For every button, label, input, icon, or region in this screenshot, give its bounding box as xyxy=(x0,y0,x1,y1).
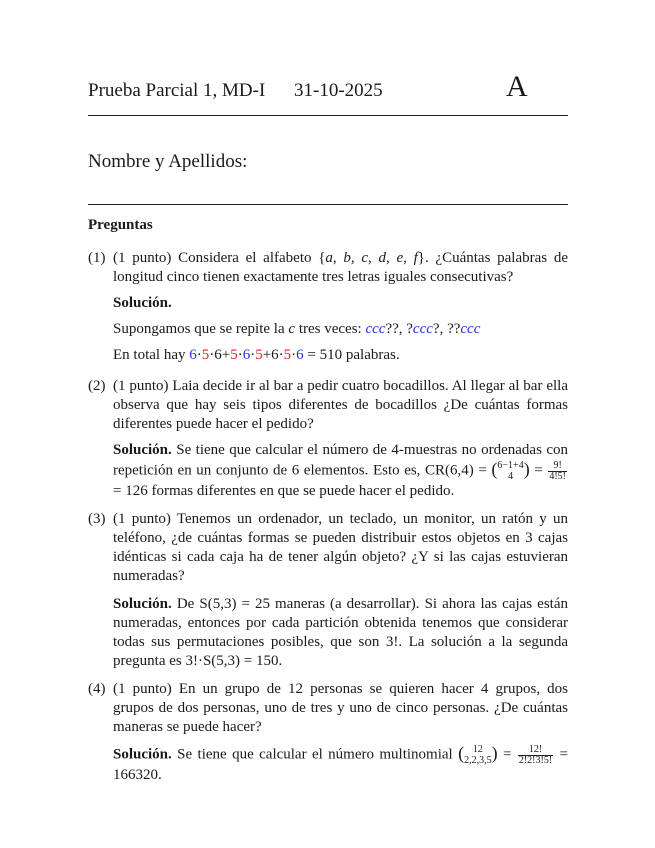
question-text: (1 punto) En un grupo de 12 personas se quieren hacer 4 grupos, dos grupos de dos personas, uno de tres y uno de cinco personas. ¿De cuántas maneras se puede hacer? xyxy=(113,681,568,735)
solution-label: Solución. xyxy=(113,442,172,458)
question-1 xyxy=(88,249,568,365)
solution-line-2: En total hay 6·5·6+5·6·5+6·5·6 = 510 palabras. xyxy=(113,347,400,363)
question-text: (1 punto) Tenemos un ordenador, un teclado, un monitor, un ratón y un teléfono, ¿de cuántas formas se pueden distribuir estos objetos en 3 cajas idénticas si cada caja ha de tener algún objeto? ¿Y si las cajas estuvieran numeradas? xyxy=(113,511,568,584)
fraction: $\frac{12!}{2!2!3!5!}$ xyxy=(518,743,553,766)
question-number: (1) xyxy=(88,250,106,266)
question-number: (3) xyxy=(88,511,106,527)
exam-variant: A xyxy=(506,70,528,103)
question-4 xyxy=(88,680,568,785)
question-3 xyxy=(88,510,568,671)
solution-line-1: Supongamos que se repite la c tres veces: ccc??, ?ccc?, ??ccc xyxy=(113,321,481,337)
header-divider xyxy=(88,115,568,116)
solution-text: Solución. Se tiene que calcular el número de 4-muestras no ordenadas con repetición en un conjunto de 6 elementos. Esto es, CR(6,4) = ( 6−1+4 4 ) = $\frac{9!}{4!5!}$ = 126 formas diferentes en que se puede hacer el pedido. xyxy=(113,442,569,499)
multinomial: ( 12 2,2,3,5 ) xyxy=(458,743,498,766)
name-line xyxy=(88,204,568,205)
section-title: Preguntas xyxy=(88,217,153,233)
name-label: Nombre y Apellidos: xyxy=(88,151,248,172)
solution-text: Solución. Se tiene que calcular el número multinomial ( 12 2,2,3,5 ) = $\frac{12!}{2!2!3!5!}$ = 166320. xyxy=(113,743,569,783)
solution-label: Solución. xyxy=(113,295,172,311)
exam-title: Prueba Parcial 1, MD-I xyxy=(88,80,266,101)
question-number: (4) xyxy=(88,681,106,697)
question-2 xyxy=(88,377,568,501)
fraction: $\frac{9!}{4!5!}$ xyxy=(549,459,567,482)
binomial: ( 6−1+4 4 ) xyxy=(491,459,530,482)
question-number: (2) xyxy=(88,378,106,394)
solution-label: Solución. xyxy=(113,746,172,763)
exam-date: 31-10-2025 xyxy=(294,80,383,101)
question-text: (1 punto) Laia decide ir al bar a pedir cuatro bocadillos. Al llegar al bar ella observa que hay seis tipos diferentes de bocadillos ¿De cuántas formas diferentes puede hacer el pedido? xyxy=(113,378,568,432)
solution-label: Solución. xyxy=(113,596,172,612)
solution-text: Solución. De S(5,3) = 25 maneras (a desarrollar). Si ahora las cajas están numeradas, entonces por cada partición obtenida tenemos que considerar todas sus permutaciones posibles, que son 3!. La solución a la segunda pregunta es 3!·S(5,3) = 150. xyxy=(113,596,569,669)
question-text: (1 punto) Considera el alfabeto {a, b, c, d, e, f}. ¿Cuántas palabras de longitud cinco tienen exactamente tres letras iguales consecutivas? xyxy=(113,250,568,285)
